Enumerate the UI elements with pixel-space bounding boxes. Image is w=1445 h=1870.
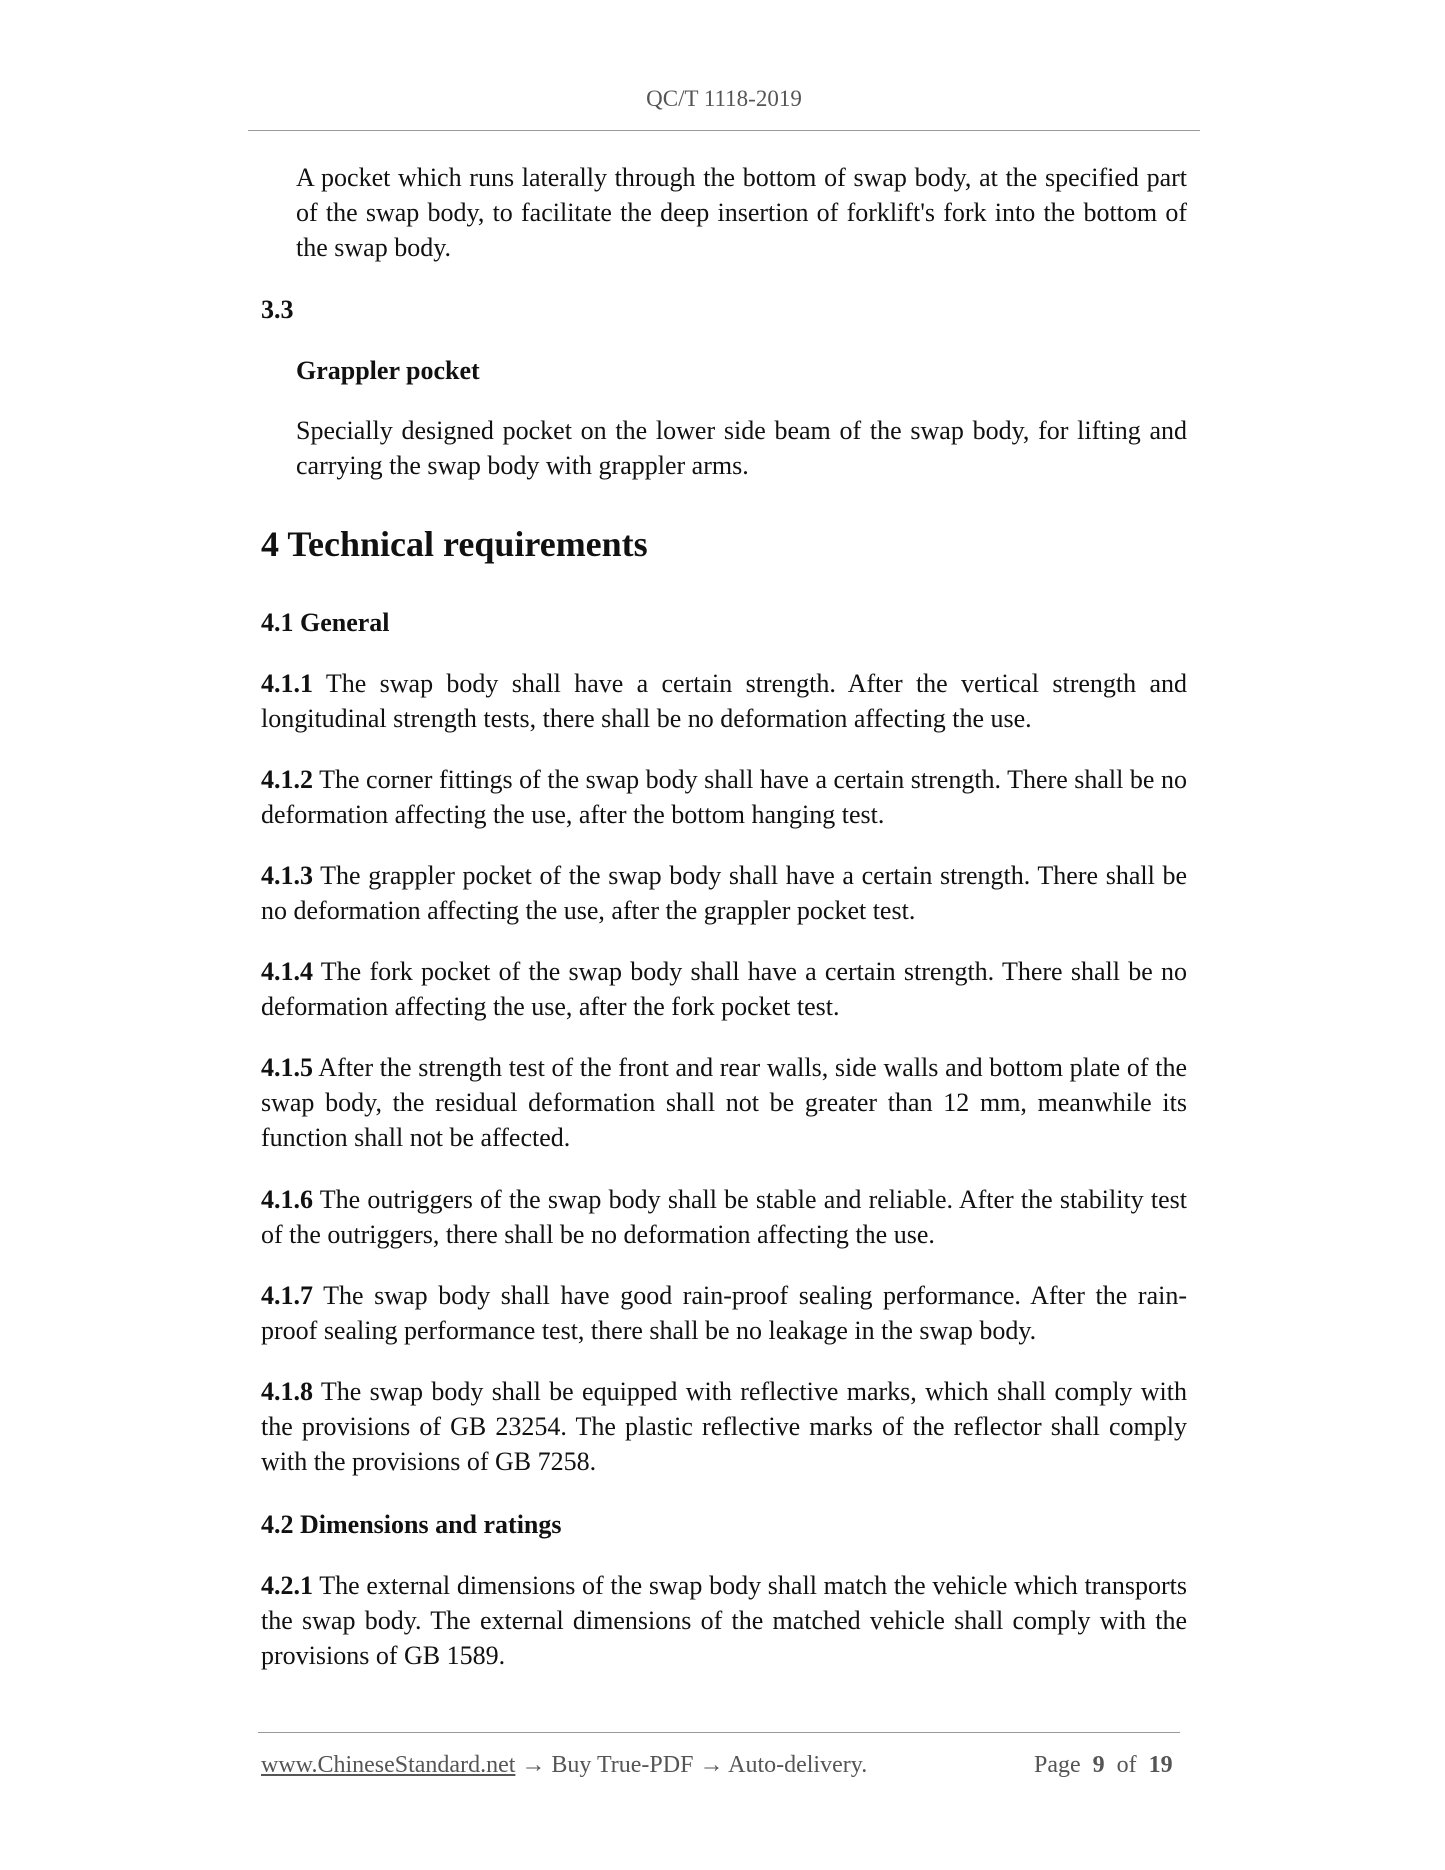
of-label: of	[1116, 1752, 1137, 1778]
document-header: QC/T 1118-2019	[646, 86, 802, 111]
clause-number: 4.1.2	[261, 765, 313, 794]
clause-4-1-8	[261, 1374, 1187, 1479]
page-label: Page	[1034, 1752, 1081, 1778]
clause-number: 4.1.5	[261, 1053, 313, 1082]
clause-text: The outriggers of the swap body shall be stable and reliable. After the stability test of the outriggers, there shall be no deformation affecting the use.	[261, 1185, 1187, 1249]
chapter-4-heading: 4 Technical requirements	[261, 524, 648, 564]
clause-number: 4.1.6	[261, 1185, 313, 1214]
page-total: 19	[1148, 1752, 1173, 1778]
clause-text: The fork pocket of the swap body shall have a certain strength. There shall be no deformation affecting the use, after the fork pocket test.	[261, 957, 1187, 1021]
clause-4-2-1	[261, 1568, 1187, 1673]
clause-number: 4.2.1	[261, 1571, 313, 1600]
clause-number: 4.1.1	[261, 669, 313, 698]
clause-4-1-6	[261, 1182, 1187, 1252]
page-indicator	[1034, 1752, 1173, 1779]
section-4-1-heading: 4.1 General	[261, 608, 390, 637]
clause-text: The corner fittings of the swap body shall have a certain strength. There shall be no deformation affecting the use, after the bottom hanging test.	[261, 765, 1187, 829]
clause-text: The swap body shall have a certain strength. After the vertical strength and longitudinal strength tests, there shall be no deformation affecting the use.	[261, 669, 1187, 733]
clause-4-1-7	[261, 1278, 1187, 1348]
clause-number: 4.1.4	[261, 957, 313, 986]
clause-4-1-3	[261, 858, 1187, 928]
clause-4-1-5	[261, 1050, 1187, 1155]
clause-4-1-1	[261, 666, 1187, 736]
header-rule	[248, 130, 1200, 131]
clause-4-1-4	[261, 954, 1187, 1024]
section-4-2-heading: 4.2 Dimensions and ratings	[261, 1510, 562, 1539]
section-3-3-definition: Specially designed pocket on the lower side beam of the swap body, for lifting and carrying the swap body with grappler arms.	[296, 416, 1187, 480]
clause-text: After the strength test of the front and rear walls, side walls and bottom plate of the swap body, the residual deformation shall not be greater than 12 mm, meanwhile its function shall not be affected.	[261, 1053, 1187, 1152]
clause-text: The grappler pocket of the swap body shall have a certain strength. There shall be no deformation affecting the use, after the grappler pocket test.	[261, 861, 1187, 925]
footer-link[interactable]: www.ChineseStandard.net	[261, 1752, 516, 1778]
clause-4-1-2	[261, 762, 1187, 832]
section-3-3-number: 3.3	[261, 295, 294, 324]
clause-number: 4.1.7	[261, 1281, 313, 1310]
footer-rule	[258, 1732, 1180, 1733]
clause-text: The swap body shall be equipped with reflective marks, which shall comply with the provisions of GB 23254. The plastic reflective marks of the reflector shall comply with the provisions of GB 7258.	[261, 1377, 1187, 1476]
footer-promo	[261, 1752, 867, 1779]
page-number: 9	[1092, 1752, 1105, 1778]
clause-number: 4.1.3	[261, 861, 313, 890]
footer-promo-text: → Buy True-PDF → Auto-delivery.	[515, 1752, 868, 1778]
clause-number: 4.1.8	[261, 1377, 313, 1406]
section-3-2-body: A pocket which runs laterally through the bottom of swap body, at the specified part of the swap body, to facilitate the deep insertion of forklift's fork into the bottom of the swap body.	[296, 163, 1187, 262]
clause-text: The swap body shall have good rain-proof sealing performance. After the rain-proof sealing performance test, there shall be no leakage in the swap body.	[261, 1281, 1187, 1345]
clause-text: The external dimensions of the swap body shall match the vehicle which transports the swap body. The external dimensions of the matched vehicle shall comply with the provisions of GB 1589.	[261, 1571, 1187, 1670]
section-3-3-term: Grappler pocket	[296, 356, 480, 385]
